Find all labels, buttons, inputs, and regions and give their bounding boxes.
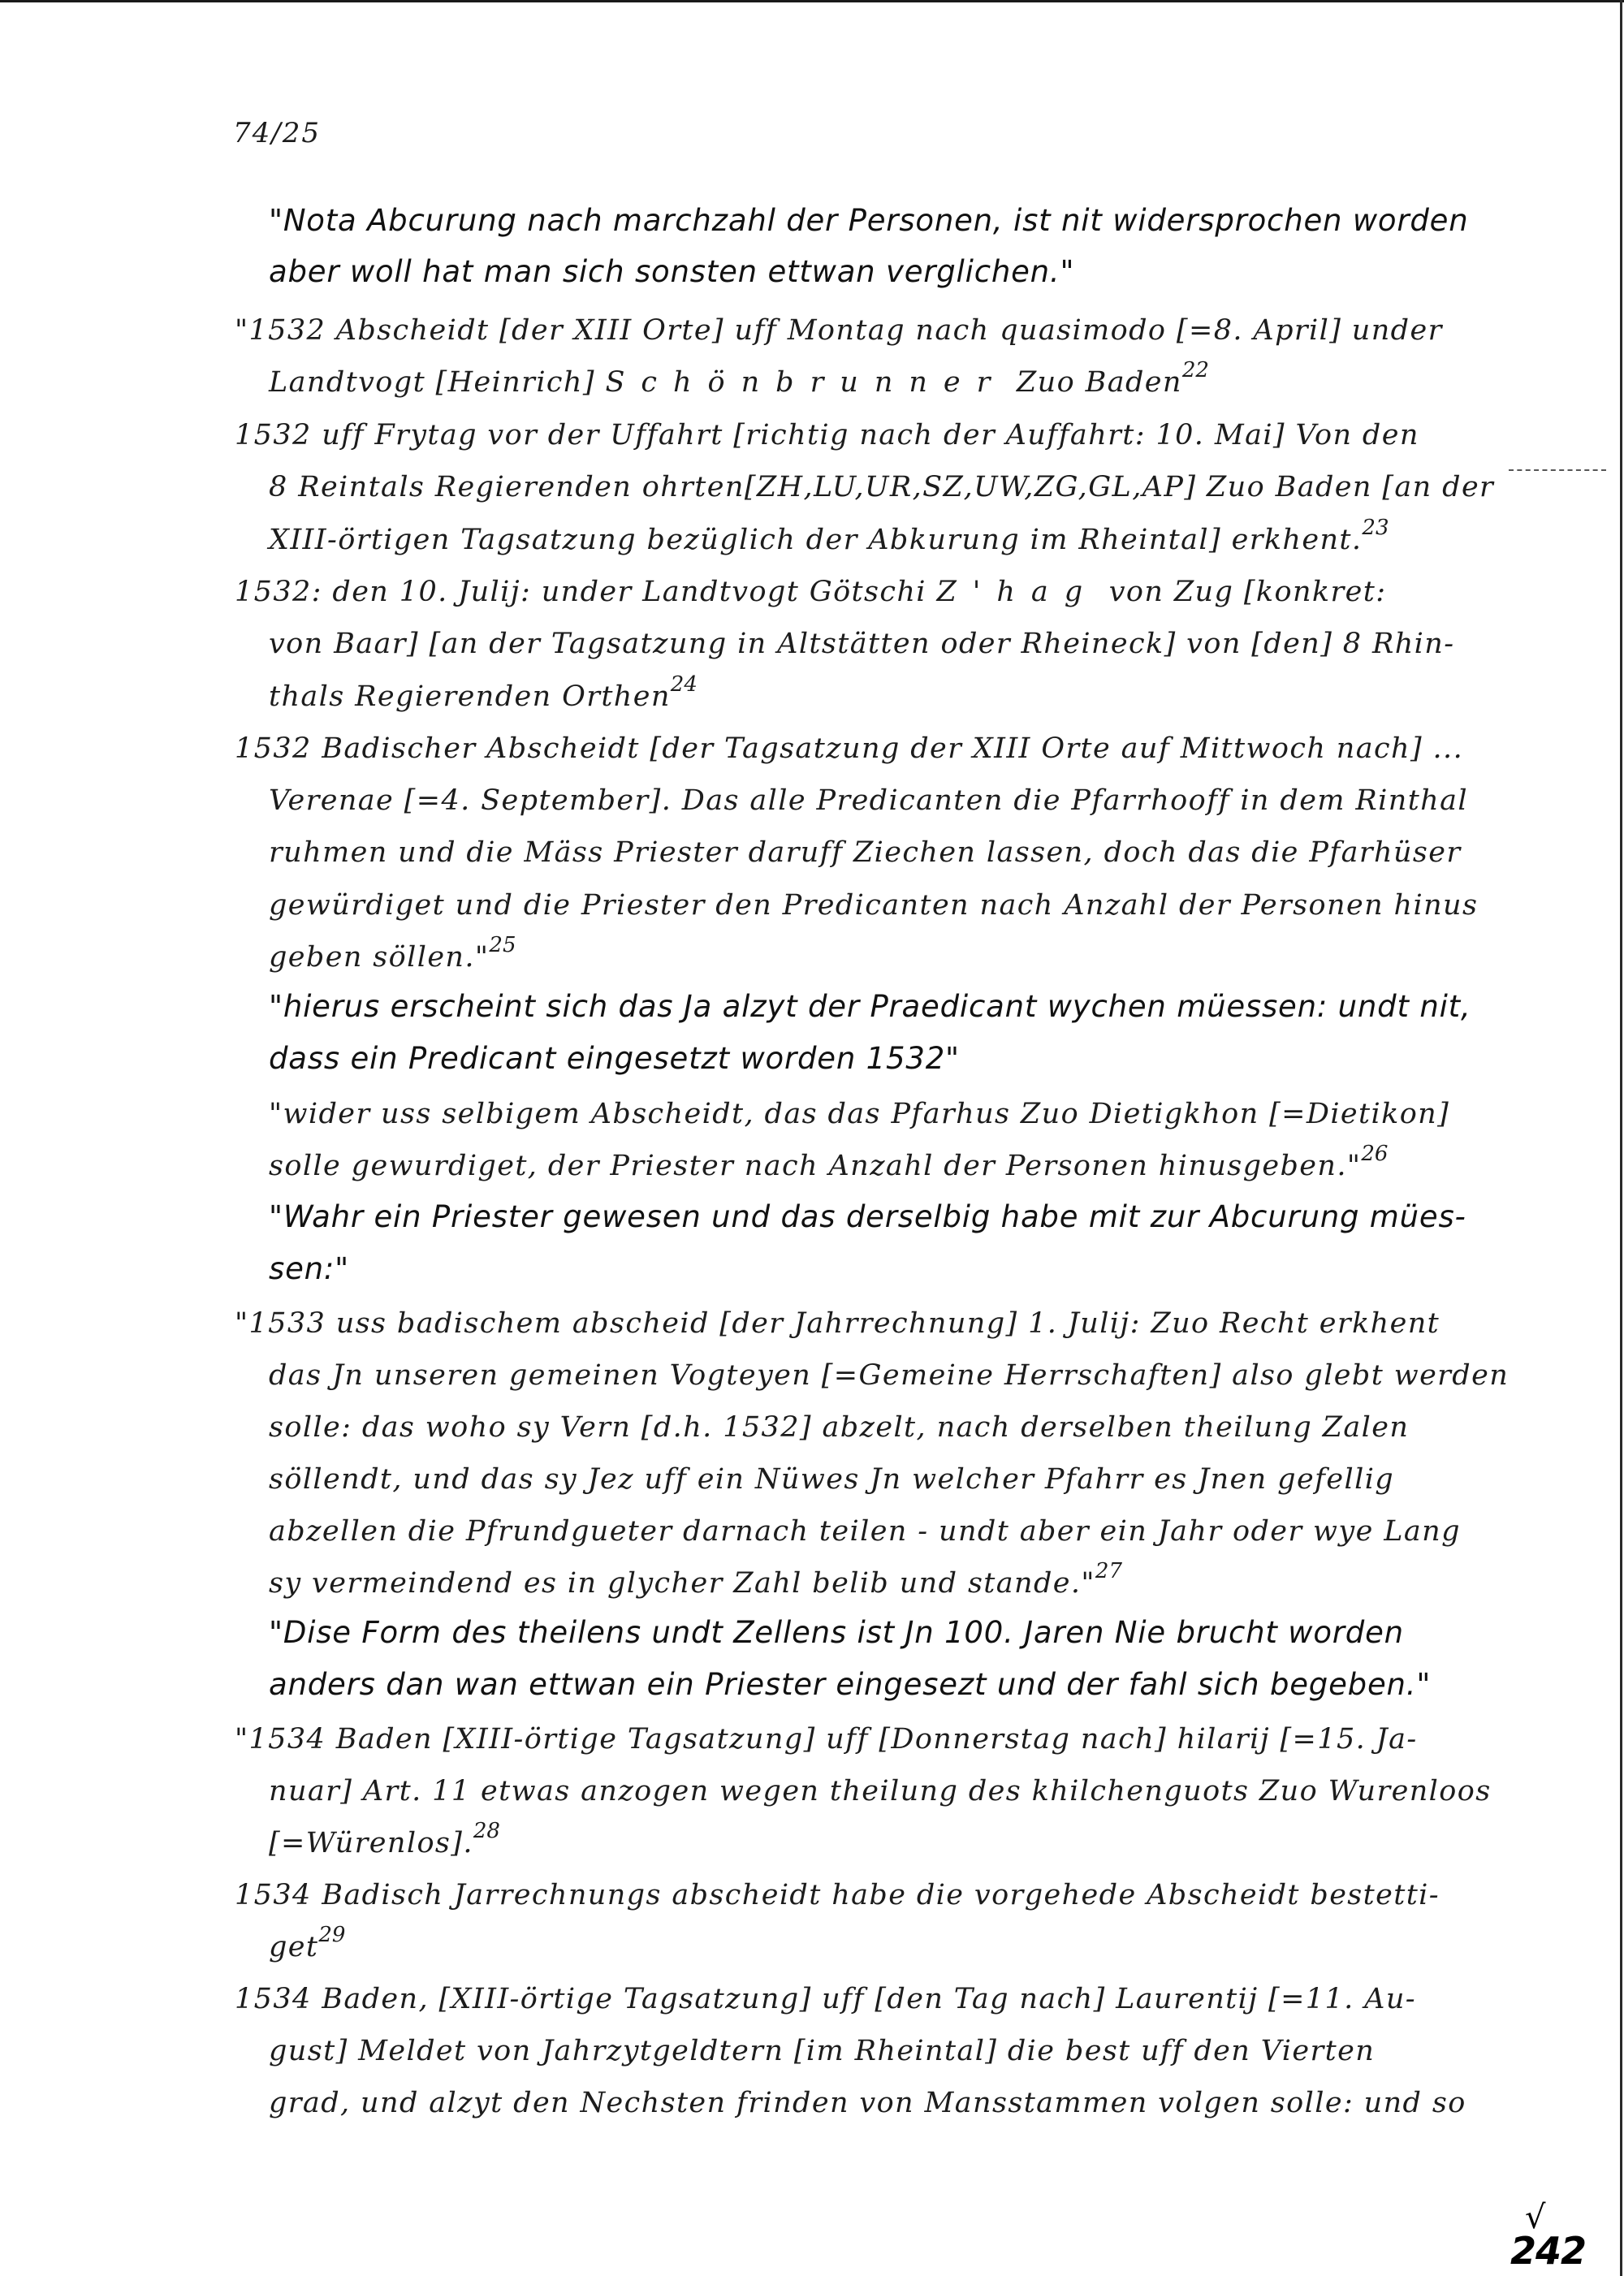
- footnote-ref: 25: [489, 933, 516, 957]
- text-line: thals Regierenden Orthen$^{24}$: [269, 672, 698, 713]
- footnote-ref: 22: [1181, 358, 1209, 382]
- text-line: gewürdiget und die Priester den Predicanten nach Anzahl der Personen hinus: [269, 889, 1479, 922]
- footnote-ref: 23: [1362, 516, 1389, 540]
- stamped-page-number: 242: [1510, 2229, 1587, 2273]
- text-line: ruhmen und die Mäss Priester daruff Ziechen lassen, doch das die Pfarhüser: [269, 836, 1462, 869]
- margin-dash-mark: [1509, 469, 1606, 471]
- text-line: geben söllen."$^{25}$: [269, 933, 516, 974]
- text-line: gust] Meldet von Jahrzytgeldtern [im Rheintal] die best uff den Vierten: [269, 2035, 1376, 2067]
- check-mark-icon: √: [1525, 2199, 1546, 2236]
- text-line: sen:": [269, 1251, 349, 1286]
- text-line: "Dise Form des theilens undt Zellens ist Jn 100. Jaren Nie brucht worden: [269, 1615, 1404, 1650]
- text-line: 1532 Badischer Abscheidt [der Tagsatzung der XIII Orte auf Mittwoch nach] ...: [235, 732, 1464, 765]
- page-top-edge: [0, 0, 1624, 2]
- text-line: solle: das woho sy Vern [d.h. 1532] abzelt, nach derselben theilung Zalen: [269, 1411, 1410, 1444]
- text-line: get$^{29}$: [269, 1923, 346, 1963]
- text-line: aber woll hat man sich sonsten ettwan verglichen.": [269, 254, 1075, 289]
- text-line: "Wahr ein Priester gewesen und das derselbig habe mit zur Abcurung mües-: [269, 1199, 1466, 1234]
- text-line: Verenae [=4. September]. Das alle Predicanten die Pfarrhooff in dem Rinthal: [269, 784, 1468, 817]
- text-line: 8 Reintals Regierenden ohrten[ZH,LU,UR,SZ,UW,ZG,GL,AP] Zuo Baden [an der: [269, 471, 1495, 503]
- text-line: anders dan wan ettwan ein Priester eingesezt und der fahl sich begeben.": [269, 1667, 1432, 1702]
- footnote-ref: 29: [318, 1923, 346, 1947]
- text-line: söllendt, und das sy Jez uff ein Nüwes Jn welcher Pfahrr es Jnen gefellig: [269, 1463, 1395, 1496]
- text-line: "1533 uss badischem abscheid [der Jahrrechnung] 1. Julij: Zuo Recht erkhent: [235, 1307, 1440, 1340]
- text-line: "Nota Abcurung nach marchzahl der Personen, ist nit widersprochen worden: [269, 203, 1469, 238]
- text-line: grad, und alzyt den Nechsten frinden von Mansstammen volgen solle: und so: [269, 2087, 1466, 2119]
- text-line: "wider uss selbigem Abscheidt, das das Pfarhus Zuo Dietigkhon [=Dietikon]: [269, 1098, 1450, 1130]
- page-number: 74/25: [233, 117, 321, 149]
- text-line: 1534 Badisch Jarrechnungs abscheidt habe die vorgehede Abscheidt bestetti-: [235, 1879, 1440, 1911]
- text-line: "1532 Abscheidt [der XIII Orte] uff Montag nach quasimodo [=8. April] under: [235, 314, 1443, 347]
- text-line: abzellen die Pfrundgueter darnach teilen - undt aber ein Jahr oder wye Lang: [269, 1515, 1461, 1548]
- text-line: dass ein Predicant eingesetzt worden 1532": [269, 1041, 960, 1076]
- text-line: Landtvogt [Heinrich] Schönbrunner Zuo Baden$^{22}$: [269, 358, 1209, 399]
- text-line: nuar] Art. 11 etwas anzogen wegen theilung des khilchenguots Zuo Wurenloos: [269, 1775, 1492, 1807]
- footnote-ref: 28: [473, 1819, 500, 1843]
- footnote-ref: 27: [1095, 1559, 1123, 1583]
- footnote-ref: 24: [670, 672, 698, 697]
- text-line: sy vermeindend es in glycher Zahl belib und stande."$^{27}$: [269, 1559, 1123, 1600]
- text-line: solle gewurdiget, der Priester nach Anzahl der Personen hinusgeben."$^{26}$: [269, 1142, 1389, 1182]
- page-right-edge: [1620, 0, 1622, 2276]
- text-line: das Jn unseren gemeinen Vogteyen [=Gemeine Herrschaften] also glebt werden: [269, 1359, 1510, 1392]
- text-line: 1532: den 10. Julij: under Landtvogt Götschi Z'hag von Zug [konkret:: [235, 576, 1387, 608]
- text-line: 1532 uff Frytag vor der Uffahrt [richtig nach der Auffahrt: 10. Mai] Von den: [235, 419, 1419, 451]
- text-line: "hierus erscheint sich das Ja alzyt der Praedicant wychen müessen: undt nit,: [269, 989, 1471, 1024]
- text-line: "1534 Baden [XIII-örtige Tagsatzung] uff [Donnerstag nach] hilarij [=15. Ja-: [235, 1723, 1418, 1756]
- text-line: 1534 Baden, [XIII-örtige Tagsatzung] uff [den Tag nach] Laurentij [=11. Au-: [235, 1983, 1417, 2015]
- text-line: XIII-örtigen Tagsatzung bezüglich der Abkurung im Rheintal] erkhent.$^{23}$: [269, 516, 1389, 556]
- footnote-ref: 26: [1361, 1142, 1389, 1166]
- text-line: von Baar] [an der Tagsatzung in Altstätten oder Rheineck] von [den] 8 Rhin-: [269, 628, 1455, 660]
- text-line: [=Würenlos].$^{28}$: [269, 1819, 500, 1859]
